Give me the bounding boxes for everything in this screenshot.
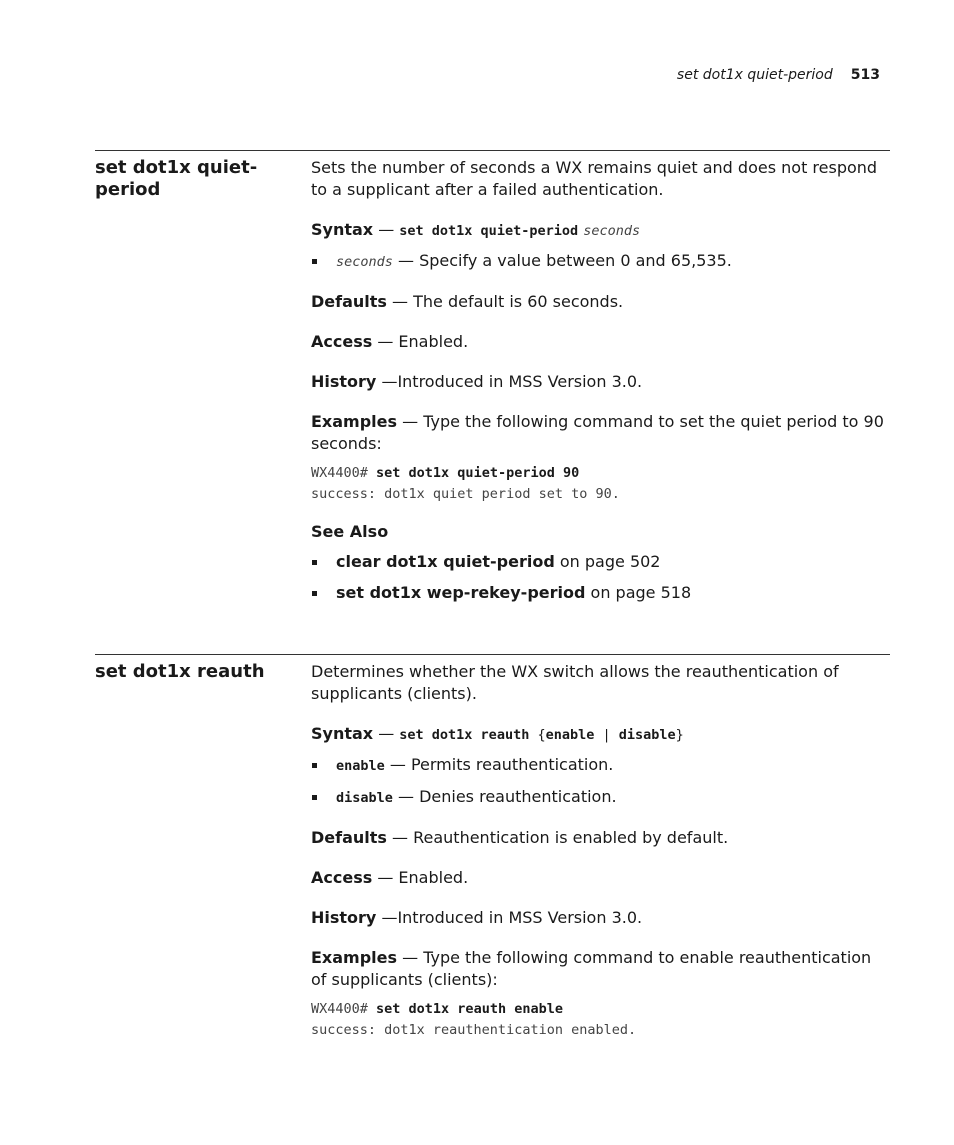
access-line xyxy=(311,331,890,353)
code-example xyxy=(311,999,890,1041)
section-description: Sets the number of seconds a WX remains quiet and does not respond to a supplicant after a failed authentication. xyxy=(311,158,878,199)
see-also-heading: See Also xyxy=(311,522,389,541)
list-item xyxy=(311,551,890,573)
syntax-command: set dot1x reauth xyxy=(399,727,530,743)
history-text: —Introduced in MSS Version 3.0. xyxy=(376,908,643,927)
defaults-text: — Reauthentication is enabled by default. xyxy=(386,828,729,847)
examples-text: — Type the following command to set the quiet period to 90 seconds: xyxy=(311,412,884,453)
list-item xyxy=(311,754,890,777)
running-header xyxy=(677,67,880,83)
syntax-label: Syntax xyxy=(311,220,374,239)
syntax-line xyxy=(311,219,890,242)
code-command-line xyxy=(311,463,890,484)
defaults-text: — The default is 60 seconds. xyxy=(386,292,624,311)
cross-reference-link[interactable]: set dot1x wep-rekey-period xyxy=(336,583,586,602)
list-item xyxy=(311,250,890,273)
param-name: seconds xyxy=(336,254,393,270)
section-heading: set dot1x reauth xyxy=(95,661,265,682)
bullet-icon xyxy=(312,591,317,596)
dash: — xyxy=(373,220,400,239)
code-prompt: WX4400# xyxy=(311,465,377,481)
code-output: success: dot1x quiet period set to 90. xyxy=(311,486,620,502)
syntax-option: disable xyxy=(618,727,676,743)
history-line xyxy=(311,907,890,929)
history-label: History xyxy=(311,908,377,927)
defaults-label: Defaults xyxy=(311,292,387,311)
access-text: — Enabled. xyxy=(372,332,469,351)
section-body xyxy=(311,157,890,622)
page-reference: on page 502 xyxy=(554,552,661,571)
bullet-icon xyxy=(312,795,317,800)
param-desc: — Permits reauthentication. xyxy=(384,755,614,774)
history-line xyxy=(311,371,890,393)
running-header-title: set dot1x quiet-period xyxy=(676,67,833,83)
section-description: Determines whether the WX switch allows the reauthentication of supplicants (clients). xyxy=(311,662,839,703)
bullet-icon xyxy=(312,763,317,768)
bullet-icon xyxy=(312,259,317,264)
parameter-list xyxy=(311,250,890,273)
code-output: success: dot1x reauthentication enabled. xyxy=(311,1022,637,1038)
examples-line xyxy=(311,947,890,991)
access-label: Access xyxy=(311,868,373,887)
examples-text: — Type the following command to enable reauthentication of supplicants (clients): xyxy=(311,948,872,989)
section-reauth xyxy=(95,654,890,1038)
param-name: enable xyxy=(336,758,385,774)
access-line xyxy=(311,867,890,889)
defaults-line xyxy=(311,291,890,313)
syntax-label: Syntax xyxy=(311,724,374,743)
param-desc: — Specify a value between 0 and 65,535. xyxy=(392,251,732,270)
syntax-line xyxy=(311,723,890,746)
see-also-list xyxy=(311,551,890,604)
access-label: Access xyxy=(311,332,373,351)
cross-reference-link[interactable]: clear dot1x quiet-period xyxy=(336,552,555,571)
syntax-command: set dot1x quiet-period xyxy=(399,223,579,239)
access-text: — Enabled. xyxy=(372,868,469,887)
history-text: —Introduced in MSS Version 3.0. xyxy=(376,372,643,391)
page-number: 513 xyxy=(850,67,880,83)
dash: — xyxy=(373,724,400,743)
param-desc: — Denies reauthentication. xyxy=(392,787,617,806)
code-command: set dot1x reauth enable xyxy=(376,1001,563,1017)
param-name: disable xyxy=(336,790,393,806)
syntax-separator: | xyxy=(594,727,619,743)
history-label: History xyxy=(311,372,377,391)
examples-line xyxy=(311,411,890,455)
code-command: set dot1x quiet-period 90 xyxy=(376,465,580,481)
code-prompt: WX4400# xyxy=(311,1001,377,1017)
list-item xyxy=(311,582,890,604)
examples-label: Examples xyxy=(311,412,398,431)
list-item xyxy=(311,786,890,809)
syntax-brace-close: } xyxy=(675,727,684,743)
defaults-label: Defaults xyxy=(311,828,387,847)
examples-label: Examples xyxy=(311,948,398,967)
section-heading: set dot1x quiet-period xyxy=(95,157,258,200)
bullet-icon xyxy=(312,560,317,565)
page-reference: on page 518 xyxy=(585,583,692,602)
section-body xyxy=(311,661,890,1057)
parameter-list xyxy=(311,754,890,809)
syntax-brace-open: { xyxy=(529,727,546,743)
syntax-argument: seconds xyxy=(583,223,641,239)
defaults-line xyxy=(311,827,890,849)
code-example xyxy=(311,463,890,505)
syntax-option: enable xyxy=(545,727,595,743)
section-quiet-period xyxy=(95,150,890,602)
code-command-line xyxy=(311,999,890,1020)
